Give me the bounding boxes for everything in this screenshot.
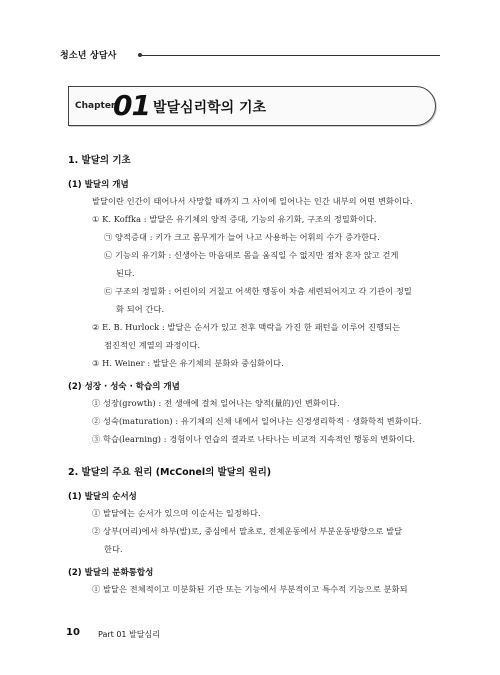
- header-rule: [140, 55, 440, 56]
- list-item: ① K. Koffka : 발달은 유기체의 양적 증대, 기능의 유기화, 구조의 정밀화이다.: [92, 214, 377, 224]
- running-header: [60, 48, 440, 62]
- list-item: ② 성숙(maturation) : 유기체의 신체 내에서 일어나는 신경생리학적 · 생화학적 변화이다.: [92, 416, 422, 426]
- list-item: ③ 학습(learning) : 경험이나 연습의 결과로 나타나는 비교적 지속적인 행동의 변화이다.: [92, 434, 416, 444]
- list-item: ㉡ 기능의 유기화 : 신생아는 마음대로 몸을 움직일 수 없지만 점차 혼자 앉고 걷게: [104, 250, 399, 260]
- chapter-label: Chapter: [75, 101, 116, 111]
- page-number: 10: [66, 627, 80, 638]
- list-item: ③ H. Weiner : 발달은 유기체의 분화와 중심화이다.: [92, 358, 284, 368]
- footer-part-label: Part 01 발달심리: [98, 630, 160, 639]
- section-heading-1: 1. 발달의 기초: [68, 155, 131, 166]
- list-item-continuation: 된다.: [116, 268, 135, 278]
- list-item: ① 성장(growth) : 전 생애에 걸쳐 일어나는 양적(量的)인 변화이다.: [92, 398, 340, 408]
- list-item: ② 상부(머리)에서 하부(발)로, 중심에서 말초로, 전체운동에서 부분운동방향으로 발달: [92, 526, 403, 536]
- list-item: ① 발달은 전체적이고 미분화된 기관 또는 기능에서 부분적이고 특수적 기능으로 분화되: [92, 584, 408, 594]
- chapter-title: 발달심리학의 기초: [153, 100, 267, 116]
- list-item: ② E. B. Hurlock : 발달은 순서가 있고 전후 맥락을 가진 한 패턴을 이루어 진행되는: [92, 322, 401, 332]
- list-item-continuation: 점진적인 계열의 과정이다.: [104, 340, 201, 350]
- list-item-continuation: 화 되어 간다.: [116, 304, 165, 314]
- list-item: ㉠ 양적증대 : 키가 크고 몸무게가 늘어 나고 사용하는 어휘의 수가 증가한다.: [104, 232, 380, 242]
- running-header-title: 청소년 상담사: [60, 51, 117, 61]
- list-item: ㉢ 구조의 정밀화 : 어린이의 거칠고 어색한 행동이 차츰 세련되어지고 각 기관이 정밀: [104, 286, 412, 296]
- subsection-heading-1-2: (2) 성장 · 성숙 · 학습의 개념: [68, 382, 180, 392]
- section-heading-2: 2. 발달의 주요 원리 (McConel의 발달의 원리): [68, 467, 272, 478]
- subsection-heading-1-1: (1) 발달의 개념: [68, 180, 129, 190]
- chapter-banner: [68, 86, 436, 126]
- list-item-continuation: 한다.: [104, 544, 123, 554]
- subsection-heading-2-2: (2) 발달의 분화통합성: [68, 568, 154, 578]
- chapter-number: 01: [113, 89, 150, 122]
- paragraph-line: 발달이란 인간이 태어나서 사망할 때까지 그 사이에 일어나는 인간 내부의 어떤 변화이다.: [92, 196, 413, 206]
- list-item: ① 발달에는 순서가 있으며 이순서는 일정하다.: [92, 508, 261, 518]
- subsection-heading-2-1: (1) 발달의 순서성: [68, 492, 137, 502]
